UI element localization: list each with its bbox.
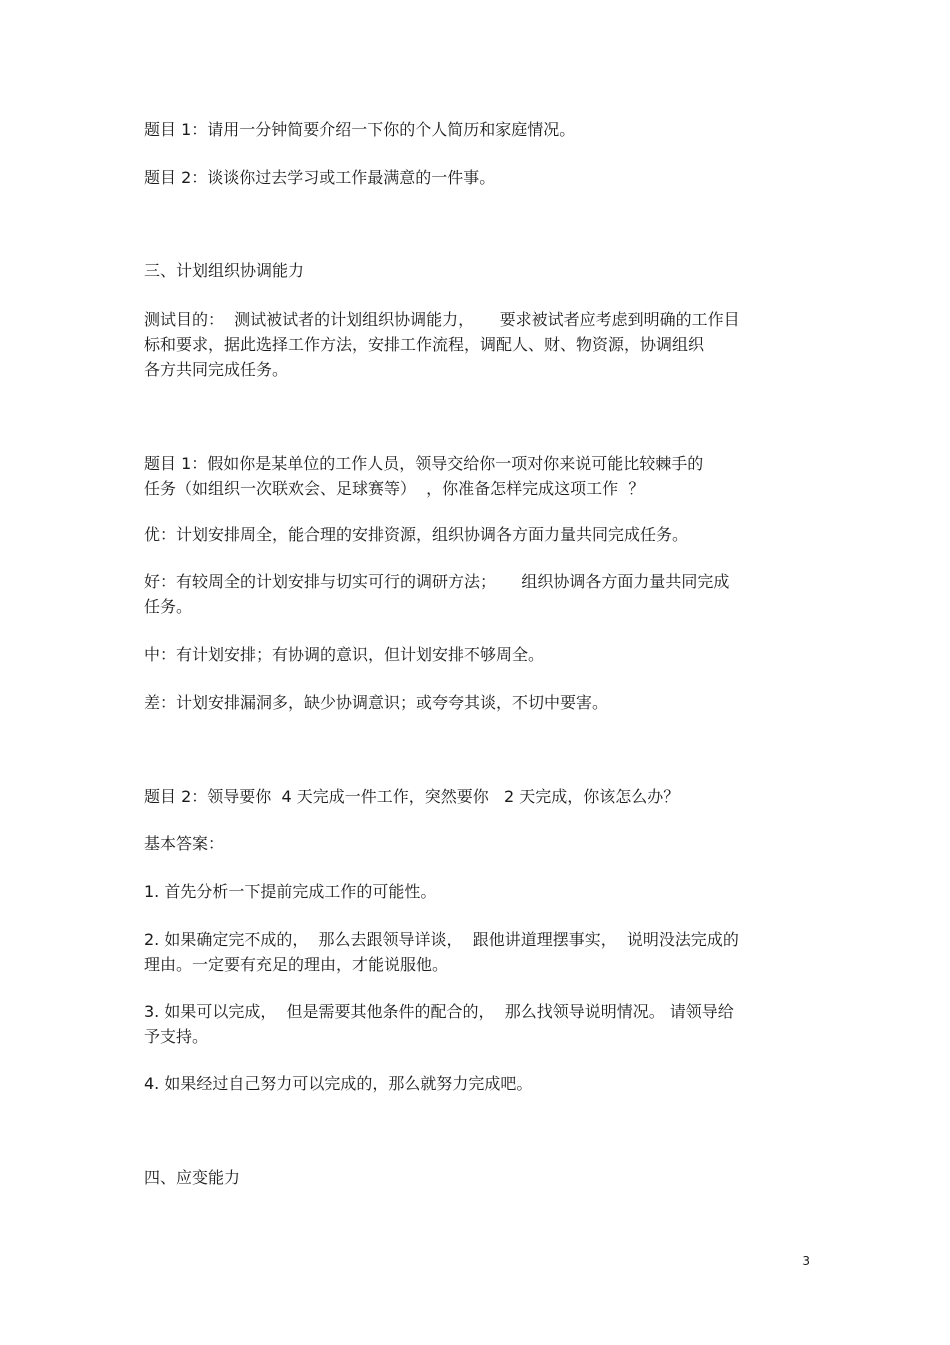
test-purpose-line-2: 标和要求，据此选择工作方法，安排工作流程，调配人、财、物资源，协调组织 — [144, 335, 705, 354]
section-heading-adaptability: 四、应变能力 — [144, 1168, 241, 1187]
answer-item-2-line-1: 2. 如果确定完不成的， 那么去跟领导详谈， 跟他讲道理摆事实， 说明没法完成的 — [144, 930, 739, 949]
rating-good-line-1: 好：有较周全的计划安排与切实可行的调研方法； 组织协调各方面力量共同完成 — [144, 572, 730, 591]
question-2-satisfying-event: 题目 2：谈谈你过去学习或工作最满意的一件事。 — [144, 168, 496, 187]
question-1-task-line-2: 任务（如组织一次联欢会、足球赛等） ，你准备怎样完成这项工作 ？ — [144, 479, 645, 498]
basic-answer-heading: 基本答案： — [144, 834, 225, 853]
page-number: 3 — [802, 1254, 810, 1268]
test-purpose-line-3: 各方共同完成任务。 — [144, 360, 289, 379]
answer-item-2-line-2: 理由。一定要有充足的理由，才能说服他。 — [144, 955, 449, 974]
section-heading-planning: 三、计划组织协调能力 — [144, 261, 305, 280]
rating-poor: 差：计划安排漏洞多，缺少协调意识；或夸夸其谈，不切中要害。 — [144, 693, 609, 712]
question-1-task-line-1: 题目 1：假如你是某单位的工作人员，领导交给你一项对你来说可能比较棘手的 — [144, 454, 704, 473]
answer-item-4: 4. 如果经过自己努力可以完成的，那么就努力完成吧。 — [144, 1074, 533, 1093]
question-2-deadline: 题目 2：领导要你 4 天完成一件工作，突然要你 2 天完成，你该怎么办？ — [144, 787, 680, 806]
question-1-personal-intro: 题目 1：请用一分钟简要介绍一下你的个人简历和家庭情况。 — [144, 120, 576, 139]
test-purpose-line-1: 测试目的： 测试被试者的计划组织协调能力， 要求被试者应考虑到明确的工作目 — [144, 310, 740, 329]
rating-average: 中：有计划安排；有协调的意识，但计划安排不够周全。 — [144, 645, 545, 664]
rating-good-line-2: 任务。 — [144, 597, 193, 616]
answer-item-1: 1. 首先分析一下提前完成工作的可能性。 — [144, 882, 437, 901]
rating-excellent: 优：计划安排周全，能合理的安排资源，组织协调各方面力量共同完成任务。 — [144, 525, 689, 544]
answer-item-3-line-1: 3. 如果可以完成， 但是需要其他条件的配合的， 那么找领导说明情况。 请领导给 — [144, 1002, 734, 1021]
answer-item-3-line-2: 予支持。 — [144, 1027, 209, 1046]
